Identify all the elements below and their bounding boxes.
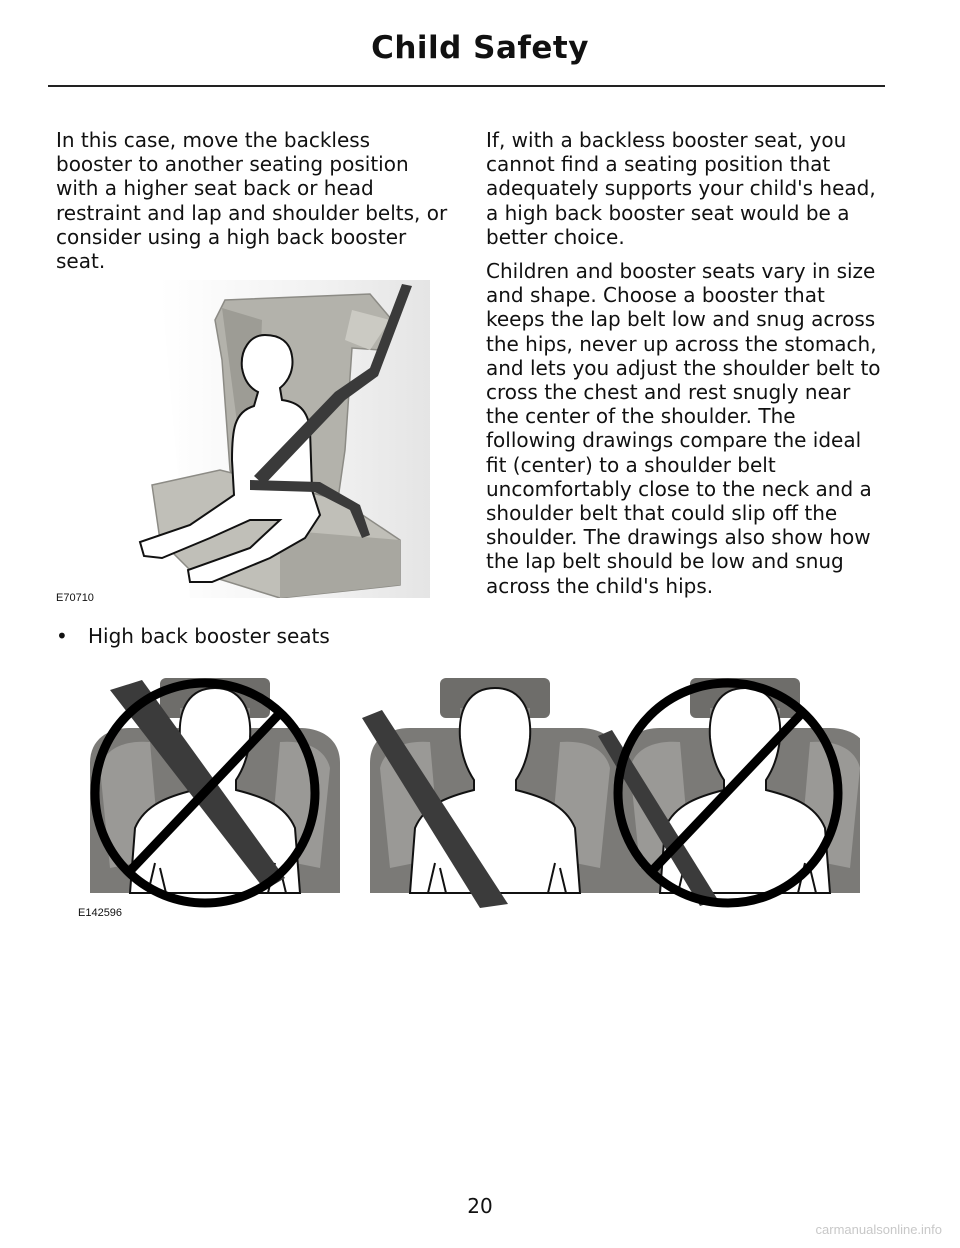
bullet-text: High back booster seats: [88, 624, 330, 648]
belt-correct-fit-drawing: [362, 678, 620, 908]
belt-off-shoulder-drawing: [598, 678, 860, 906]
belt-too-close-to-neck-drawing: [90, 678, 340, 903]
left-paragraph: In this case, move the backless booster to another seating position with a higher seat back or head restraint and lap and shoulder belts, or consider using a high back booster seat.: [56, 128, 448, 274]
header-divider: [48, 85, 885, 87]
backless-booster-illustration: [130, 280, 430, 598]
left-column: [56, 128, 451, 283]
page-number: 20: [467, 1194, 493, 1218]
right-column: [486, 128, 886, 608]
right-paragraph-1: If, with a backless booster seat, you cannot find a seating position that adequately supports your child's head, a high back booster seat would be a better choice.: [486, 128, 876, 249]
belt-fit-comparison-illustration: [80, 668, 860, 918]
figure-label-belt-fit: E142596: [78, 907, 123, 919]
watermark: carmanualsonline.info: [815, 1222, 942, 1237]
figure-label-backless: E70710: [56, 592, 94, 604]
bullet-marker: •: [56, 624, 68, 648]
bullet-item: [56, 624, 330, 648]
page-title: Child Safety: [371, 30, 589, 66]
right-paragraph-2: Children and booster seats vary in size and shape. Choose a booster that keeps the lap belt low and snug across the hips, never up across the stomach, and lets you adjust the shoulder belt to cross the chest and rest snugly near the center of the shoulder. The following drawings compare the ideal fit (center) to a shoulder belt uncomfortably close to the neck and a shoulder belt that could slip off the shoulder. The drawings also show how the lap belt should be low and snug across the child's hips.: [486, 259, 881, 598]
